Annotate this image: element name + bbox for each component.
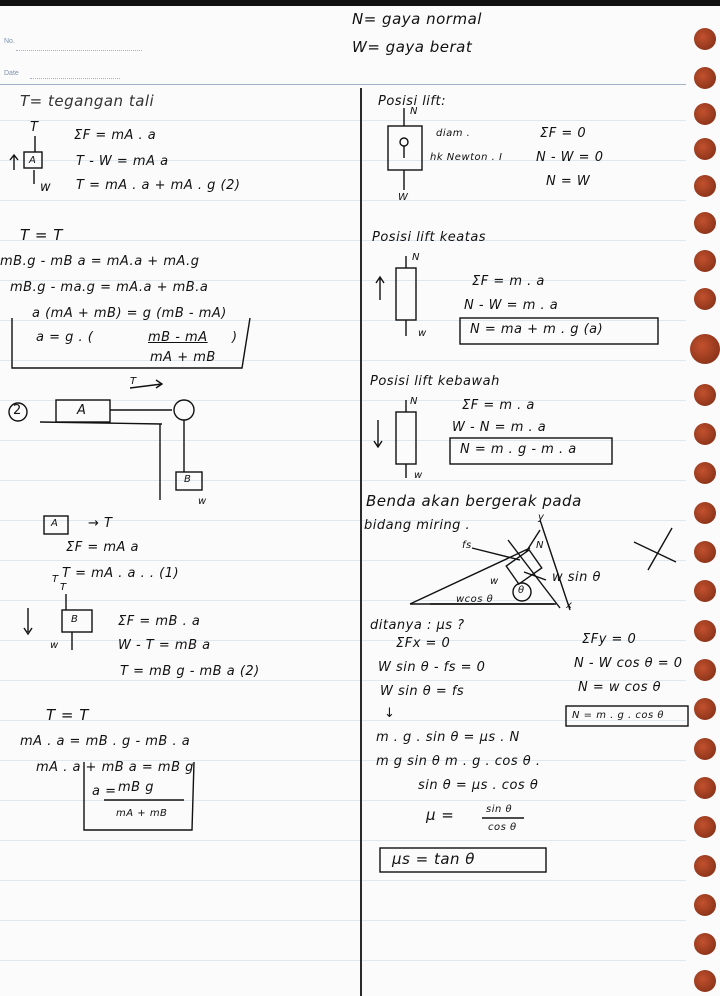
s6-line3: mA . a + mB a = mB g xyxy=(36,760,194,775)
s1-line3: T = mA . a + mA . g (2) xyxy=(76,178,241,193)
s6-result-lhs: a = xyxy=(92,784,117,799)
s6-line2: mA . a = mB . g - mB . a xyxy=(20,734,191,749)
p4-title1: Benda akan bergerak pada xyxy=(366,492,582,510)
s1-w: w xyxy=(40,180,52,195)
s5-T: T xyxy=(60,582,67,593)
s1-A: A xyxy=(29,155,37,166)
p4-b3: N = w cos θ xyxy=(578,680,662,695)
p1-title: Posisi lift: xyxy=(378,94,446,109)
s5-line2: W - T = mB a xyxy=(118,638,211,653)
p3-title: Posisi lift kebawah xyxy=(370,374,500,389)
s5-line1: ΣF = mB . a xyxy=(118,614,201,629)
p2-line2: N - W = m . a xyxy=(464,298,559,313)
s2-result-lhs: a = g . ( xyxy=(36,330,94,345)
s3-number: 2 xyxy=(13,403,22,418)
y-axis-p4 xyxy=(540,520,573,611)
lift-box-p1 xyxy=(388,126,422,170)
s3-A: A xyxy=(77,403,87,418)
p3-result: N = m . g - m . a xyxy=(460,442,577,457)
s2-line2: mB.g - mB a = mA.a + mA.g xyxy=(0,254,200,269)
s4-line2: T = mA . a . . (1) xyxy=(62,566,180,581)
up-arrow-p2 xyxy=(376,277,384,300)
s6-result-num: mB g xyxy=(118,780,154,795)
p4-a3: W sin θ = fs xyxy=(380,684,465,699)
p4-c4-lhs: μ = xyxy=(426,806,455,824)
p3-line2: W - N = m . a xyxy=(452,420,547,435)
s2-line4: a (mA + mB) = g (mB - mA) xyxy=(32,306,227,321)
p4-b2: N - W cos θ = 0 xyxy=(574,656,683,671)
axis-sketch-p4 xyxy=(634,528,676,570)
p4-b4: N = m . g . cos θ xyxy=(572,710,665,721)
p2-w: w xyxy=(418,328,427,339)
p2-result: N = ma + m . g (a) xyxy=(470,322,604,337)
p4-b1: ΣFy = 0 xyxy=(582,632,637,647)
block-on-incline xyxy=(506,550,542,584)
s1-line1: ΣF = mA . a xyxy=(74,128,157,143)
p4-c4-num: sin θ xyxy=(486,804,513,815)
p1-line1: ΣF = 0 xyxy=(540,126,587,141)
date-label: Date xyxy=(4,70,19,77)
s2-line1: T = T xyxy=(20,226,63,244)
friction-arrow-p4 xyxy=(472,548,520,560)
p4-result: μs = tan θ xyxy=(392,850,475,868)
p4-c4-den: cos θ xyxy=(488,822,517,833)
s2-result-den: mA + mB xyxy=(150,350,216,365)
p4-down: ↓ xyxy=(384,706,396,721)
note-normal: N= gaya normal xyxy=(352,10,482,28)
p4-y: y xyxy=(538,512,545,523)
note-tension: T= tegangan tali xyxy=(20,92,155,110)
p4-w: w xyxy=(490,576,499,587)
p4-ditanya: ditanya : μs ? xyxy=(370,618,465,633)
s5-B: B xyxy=(71,614,79,625)
s6-result-den: mA + mB xyxy=(116,808,168,819)
s2-result-num: mB - mA xyxy=(148,330,208,345)
p3-N: N xyxy=(410,396,418,407)
p4-a2: W sin θ - fs = 0 xyxy=(378,660,486,675)
p4-c3: sin θ = μs . cos θ xyxy=(418,778,539,793)
lift-box-p3 xyxy=(396,412,416,464)
p3-line1: ΣF = m . a xyxy=(462,398,535,413)
p2-N: N xyxy=(412,252,420,263)
p1-line3: N = W xyxy=(546,174,591,189)
no-label: No. xyxy=(4,38,15,45)
person-head-p1 xyxy=(400,138,408,146)
s3-w: w xyxy=(198,496,207,507)
p4-fs: fs xyxy=(462,540,472,551)
p1-note2: hk Newton . I xyxy=(430,152,503,163)
p2-title: Posisi lift keatas xyxy=(372,230,487,245)
p3-w: w xyxy=(414,470,423,481)
p4-N: N xyxy=(536,540,544,551)
s4-A: A xyxy=(51,518,59,529)
p1-N: N xyxy=(410,106,418,117)
p4-theta: θ xyxy=(518,585,525,596)
s4-line1: ΣF = mA a xyxy=(66,540,140,555)
s3-T: T xyxy=(130,376,137,387)
p1-note1: diam . xyxy=(436,128,471,139)
s4-T: T xyxy=(52,574,59,585)
p1-W: W xyxy=(398,192,409,203)
p4-wsin: w sin θ xyxy=(552,570,601,585)
s5-w: w xyxy=(50,640,59,651)
p4-x: x xyxy=(566,600,573,611)
p2-line1: ΣF = m . a xyxy=(472,274,545,289)
p4-title2: bidang miring . xyxy=(364,518,471,533)
s5-line3: T = mB g - mB a (2) xyxy=(120,664,260,679)
s6-line1: T = T xyxy=(46,706,89,724)
p4-c2: m g sin θ m . g . cos θ . xyxy=(376,754,541,769)
lift-box-p2 xyxy=(396,268,416,320)
s3-B: B xyxy=(184,474,192,485)
s4-arrow-T: → T xyxy=(88,516,113,531)
p4-wcos: wcos θ xyxy=(456,594,494,605)
s2-result-close: ) xyxy=(232,330,238,345)
note-weight: W= gaya berat xyxy=(352,38,473,56)
s1-T: T xyxy=(30,120,39,135)
p1-line2: N - W = 0 xyxy=(536,150,604,165)
p4-a1: ΣFx = 0 xyxy=(396,636,451,651)
down-arrow-p3 xyxy=(374,420,382,447)
p4-c1: m . g . sin θ = μs . N xyxy=(376,730,520,745)
s1-line2: T - W = mA a xyxy=(76,154,169,169)
s2-line3: mB.g - ma.g = mA.a + mB.a xyxy=(10,280,209,295)
